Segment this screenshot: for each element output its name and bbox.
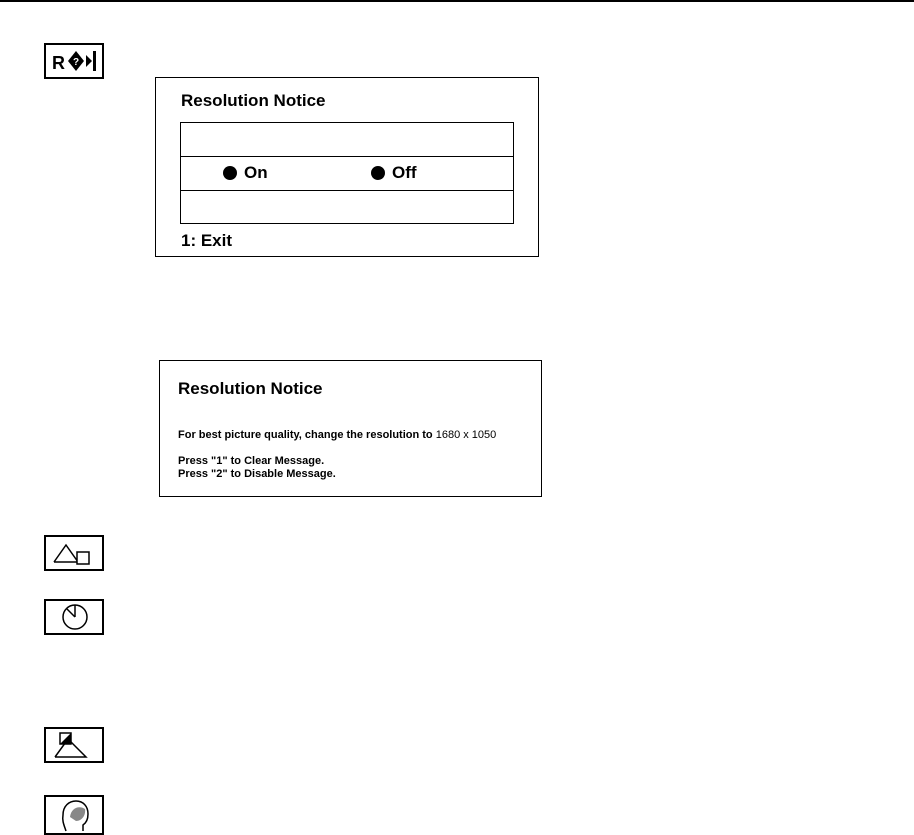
osd-title: Resolution Notice: [181, 91, 326, 110]
image-icon: [44, 727, 104, 763]
option-on[interactable]: [223, 163, 268, 183]
osd-row-options: [181, 157, 513, 191]
top-rule: [0, 0, 914, 2]
radio-dot-icon: [371, 166, 385, 180]
notice-line-resolution: [178, 429, 496, 441]
resolution-notice-icon: [44, 43, 104, 79]
radio-dot-icon: [223, 166, 237, 180]
option-off[interactable]: [371, 163, 417, 183]
osd-resolution-menu: [155, 77, 539, 257]
svg-text:R: R: [52, 53, 65, 73]
user-profile-icon: [44, 795, 104, 835]
notice-title: Resolution Notice: [178, 379, 323, 398]
resolution-notice-message: [159, 360, 542, 497]
position-icon: [44, 535, 104, 571]
clock-icon: [44, 599, 104, 635]
notice-line-prefix: For best picture quality, change the resolution to: [178, 429, 433, 441]
notice-line-clear: Press "1" to Clear Message.: [178, 455, 325, 467]
osd-exit-label[interactable]: 1: Exit: [181, 231, 233, 250]
svg-text:?: ?: [73, 57, 80, 68]
osd-row-empty-top: [181, 123, 513, 157]
option-on-label: On: [244, 163, 268, 182]
option-off-label: Off: [392, 163, 417, 182]
notice-line-disable: Press "2" to Disable Message.: [178, 468, 336, 480]
osd-option-box: [180, 122, 514, 224]
osd-row-empty-bottom: [181, 191, 513, 224]
notice-resolution-value: 1680 x 1050: [435, 429, 497, 441]
